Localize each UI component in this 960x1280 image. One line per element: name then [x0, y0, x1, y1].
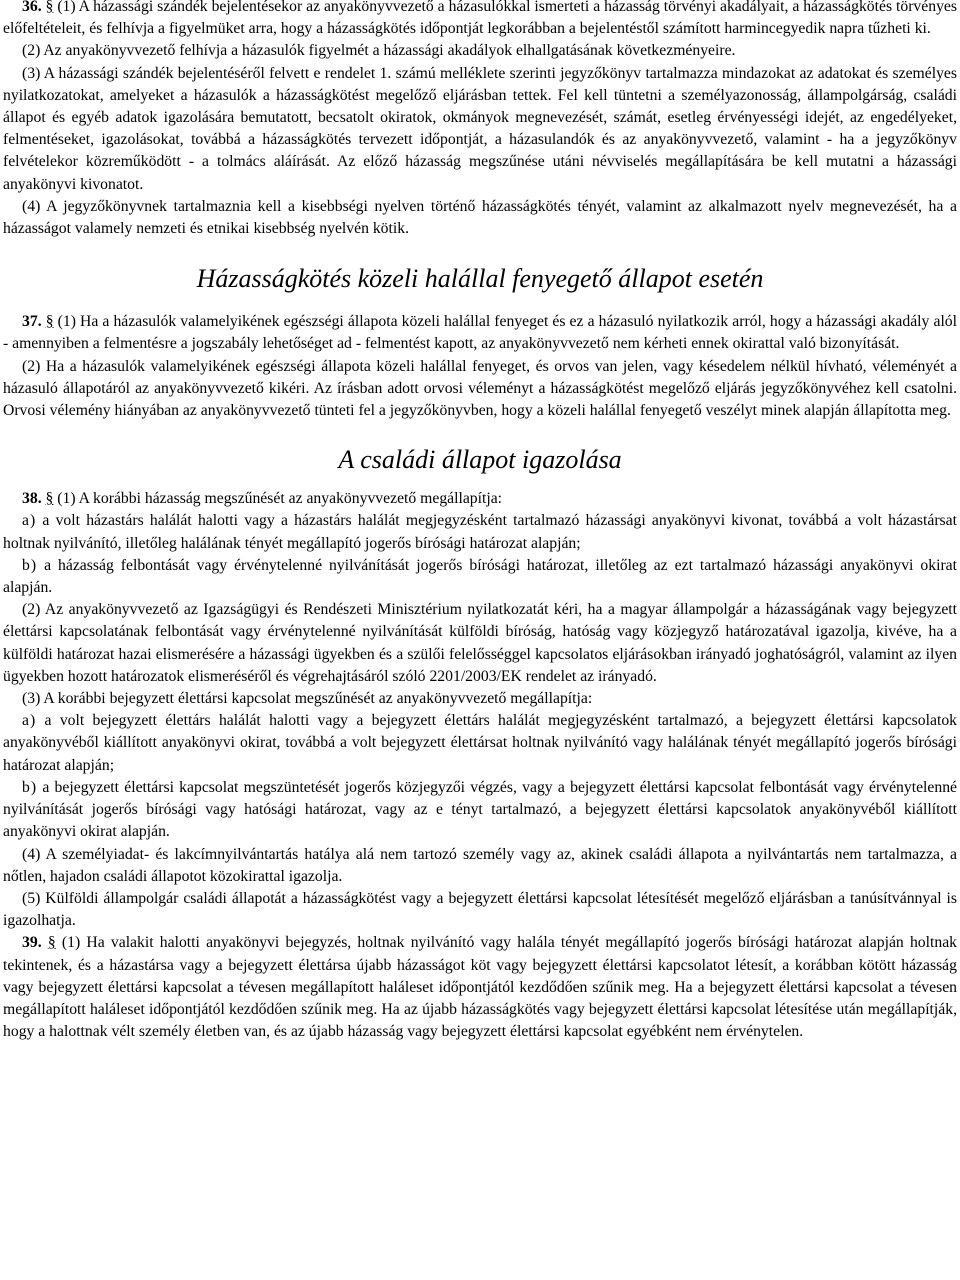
section-38-para-1-item-b [3, 555, 957, 599]
list-item-text: a volt bejegyzett élettárs halálát halotti vagy a bejegyzett élettárs halálát megjegyzésként tartalmazó, a bejegyzett élettársi kapcsolatok anyakönyvéből kiállított anyakönyvi okirat, továbbá a volt bejegyzett élettársat holtnak nyilvánító vagy halálának tényét megállapító jogerős bírósági határozat alapján; [3, 712, 958, 774]
list-item-letter: a) [22, 712, 37, 730]
section-sign: § [45, 313, 54, 331]
paragraph-text: (1) Ha a házasulók valamelyikének egészségi állapota közeli halállal fenyeget és ez a házasuló nyilatkozik arról, hogy a házassági akadály alól - amennyiben a felmentésre a jogszabály lehetőséget ad - felmentést kapott, az anyakönyvvezető nem kérheti ennek okirattal való bizonyítását. [3, 313, 958, 353]
section-number: 37. [22, 313, 42, 331]
list-item-letter: a) [22, 512, 37, 530]
list-item-text: a volt házastárs halálát halotti vagy a házastárs halálát megjegyzésként tartalmazó házassági anyakönyvi kivonat, továbbá a volt házastársat holtnak nyilvánító, illetőleg halálának tényét megállapító jogerős bírósági határozat alapján; [3, 512, 957, 552]
section-36-para-4: (4) A jegyzőkönyvnek tartalmaznia kell a kisebbségi nyelven történő házasságkötés tényét, valamint az alkalmazott nyelv megnevezését, ha a házasságot valamely nemzeti és etnikai kisebbség nyelvén kötik. [3, 197, 957, 238]
section-38-para-5: (5) Külföldi állampolgár családi állapotát a házasságkötést vagy a bejegyzett élettársi kapcsolat létesítését megelőző eljárásban a tanúsítvánnyal is igazolhatja. [3, 889, 957, 930]
section-36-para-2: (2) Az anyakönyvvezető felhívja a házasulók figyelmét a házassági akadályok elhallgatásának következményeire. [22, 42, 736, 60]
paragraph-text: (1) Ha valakit halotti anyakönyvi bejegyzés, holtnak nyilvánító vagy halála tényét megállapító jogerős bírósági határozat alapján holtnak tekintenek, és a házastársa vagy a bejegyzett élettársa újabb házasságot köt vagy bejegyzett élettársi kapcsolatot létesít, a korábban kötött házasság vagy bejegyzett élettársi kapcsolat a tévesen megállapított haláleset időpontjától kezdődően szűnik meg. Ha a bejegyzett élettársi kapcsolat a tévesen megállapított haláleset időpontjától kezdődően szűnik meg. Ha az újabb házasságkötés vagy bejegyzett élettársi kapcsolat létesítése után megállapítják, hogy a halottnak vélt személy életben van, és az újabb házasság vagy bejegyzett élettársi kapcsolat egyébként nem érvénytelen. [3, 934, 958, 1041]
paragraph-text: (1) A korábbi házasság megszűnését az anyakönyvvezető megállapítja: [57, 490, 503, 508]
section-number: 36. [22, 0, 42, 15]
section-38-para-4: (4) A személyiadat- és lakcímnyilvántartás hatálya alá nem tartozó személy vagy az, akinek családi állapota a nyilvántartás nem tartalmazza, a nőtlen, hajadon családi állapotot közokirattal igazolja. [3, 845, 957, 885]
section-sign: § [45, 0, 54, 15]
section-38-para-1-item-a [3, 510, 957, 554]
section-38-para-1 [3, 488, 957, 510]
section-36-para-3: (3) A házassági szándék bejelentéséről felvett e rendelet 1. számú melléklete szerinti jegyzőkönyv tartalmazza mindazokat az adatokat és személyes nyilatkozatokat, amelyeket a házasulók a házasságkötést megelőző eljárásban tettek. Fel kell tüntetni a személyazonosság, állampolgárság, családi állapot és egyéb adatok igazolására bemutatott, becsatolt okiratok, okmányok megnevezését, számát, esetleg érvényességi idejét, az engedélyeket, felmentéseket, igazolásokat, továbbá a házasságkötés tervezett időpontját, a házasulandók és az anyakönyvvezető, valamint - ha a jegyzőkönyv felvételekor közreműködött - a tolmács aláírását. Az előző házasság megszűnése utáni névviselés megállapítására be kell mutatni a házassági anyakönyvi kivonatot. [3, 64, 957, 193]
section-37-para-2: (2) Ha a házasulók valamelyikének egészségi állapota közeli halállal fenyeget, és orvos van jelen, vagy késedelem nélkül hívható, véleményét a házasuló állapotáról az anyakönyvvezető kikéri. Az írásban adott orvosi véleményt a házasságkötést megelőző eljárás jegyzőkönyvéhez kell csatolni. Orvosi vélemény hiányában az anyakönyvvezető tünteti fel a jegyzőkönyvben, hogy a közeli halállal fenyegető veszélyt minek alapján állapította meg. [3, 357, 957, 420]
section-38-para-3: (3) A korábbi bejegyzett élettársi kapcsolat megszűnését az anyakönyvvezető megállapítja: [22, 690, 593, 708]
list-item-text: a házasság felbontását vagy érvénytelenné nyilvánítását jogerős bírósági határozat, illetőleg az ezt tartalmazó házassági anyakönyvi okirat alapján. [3, 556, 957, 597]
list-item-letter: b) [22, 556, 38, 574]
section-36-para-1 [3, 0, 957, 40]
section-number: 39. [22, 934, 42, 952]
section-number: 38. [22, 490, 42, 508]
section-heading-near-death-marriage: Házasságkötés közeli halállal fenyegető állapot esetén [196, 264, 764, 294]
section-38-para-2: (2) Az anyakönyvvezető az Igazságügyi és Rendészeti Minisztérium nyilatkozatát kéri, ha a magyar állampolgár a házasságának vagy bejegyzett élettársi kapcsolatának felbontását vagy érvénytelenné nyilvánítását külföldi bíróság, hatóság vagy közjegyző határozatával igazolja, kivéve, ha a külföldi határozat hazai elismerésére a házassági ügyekben és a szülői felelősséggel kapcsolatos eljárásokban irányadó joghatóságról, valamint az ilyen ügyekben hozott határozatok elismeréséről és végrehajtásáról szóló 2201/2003/EK rendelet az irányadó. [3, 601, 957, 685]
section-39-para-1 [3, 932, 957, 1043]
section-sign: § [47, 934, 56, 952]
list-item-letter: b) [22, 778, 38, 796]
section-38-para-3-item-b [3, 777, 957, 844]
list-item-text: a bejegyzett élettársi kapcsolat megszüntetését jogerős közjegyzői végzés, vagy a bejegyzett élettársi kapcsolat felbontását vagy érvénytelenné nyilvánítását jogerős bírósági vagy hatósági határozat, vagy az e tényt tartalmazó, a bejegyzett élettársi kapcsolatok anyakönyvéből kiállított anyakönyvi okirat alapján. [3, 778, 958, 841]
section-heading-family-status: A családi állapot igazolása [338, 445, 622, 475]
section-sign: § [45, 490, 54, 508]
paragraph-text: (1) A házassági szándék bejelentésekor az anyakönyvvezető a házasulókkal ismerteti a házasság törvényi akadályait, a házasságkötés törvényes előfeltételeit, és felhívja a figyelmüket arra, hogy a házasságkötés időpontját legkorábban a bejelentéstől számított harmincegyedik napra tűzheti ki. [3, 0, 957, 38]
section-38-para-3-item-a [3, 710, 957, 777]
section-37-para-1 [3, 311, 957, 355]
